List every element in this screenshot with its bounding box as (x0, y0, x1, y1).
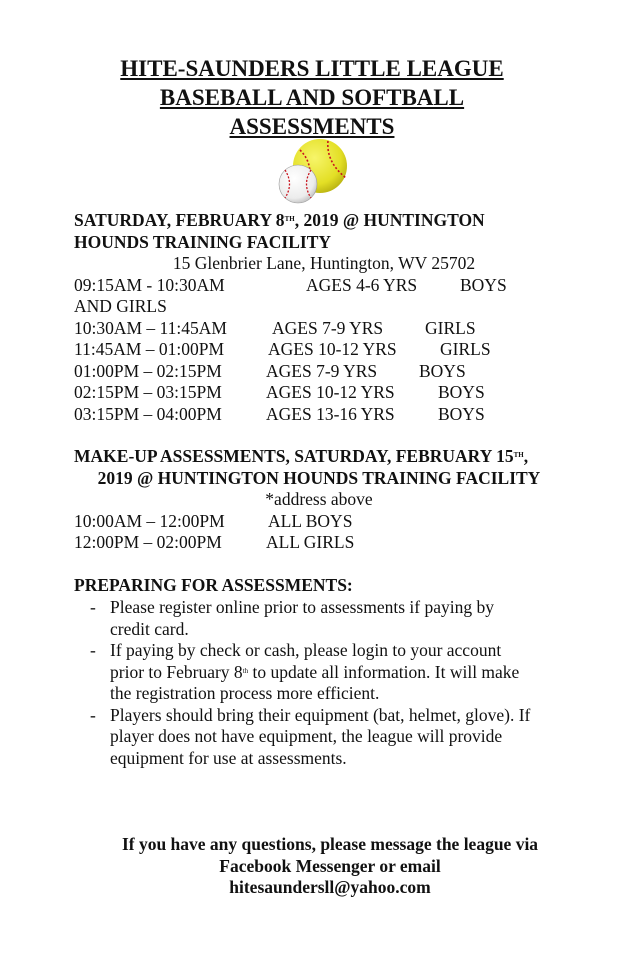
makeup-group: ALL BOYS (268, 510, 353, 531)
schedule-ages: AGES 10-12 YRS (266, 382, 395, 402)
makeup-group: ALL GIRLS (266, 532, 355, 552)
bullet-dash: - (90, 640, 96, 660)
makeup-time: 12:00PM – 02:00PM (74, 532, 222, 552)
schedule-group-wrap: AND GIRLS (74, 296, 167, 316)
schedule-group: BOYS (438, 382, 485, 402)
schedule-group: BOYS (419, 360, 466, 381)
schedule-row (74, 339, 574, 361)
session-heading-line-2: HOUNDS TRAINING FACILITY (74, 231, 332, 252)
list-item (90, 640, 570, 705)
schedule-time: 02:15PM – 03:15PM (74, 382, 222, 402)
bullet-dash: - (90, 704, 96, 725)
title-line-2: BASEBALL AND SOFTBALL (159, 85, 465, 110)
address-note: *address above (265, 489, 373, 509)
list-item-line: player does not have equipment, the league will provide (110, 726, 503, 746)
session-schedule (74, 210, 574, 425)
list-item (90, 597, 570, 640)
list-item (90, 705, 570, 770)
schedule-row (74, 404, 574, 426)
schedule-group: GIRLS (425, 317, 476, 338)
schedule-ages: AGES 10-12 YRS (268, 339, 397, 359)
baseball-icon (279, 165, 317, 203)
makeup-heading: MAKE-UP ASSESSMENTS, SATURDAY, FEBRUARY 15TH, (74, 446, 529, 466)
preparing-list (90, 597, 570, 769)
list-item-line: Players should bring their equipment (bat, helmet, glove). If (110, 704, 531, 725)
schedule-ages: AGES 4-6 YRS (306, 274, 418, 295)
list-item-line: Please register online prior to assessments if paying by (110, 597, 494, 617)
footer-line-1: If you have any questions, please message the league via (121, 834, 539, 854)
title-line-3: ASSESSMENTS (229, 114, 395, 139)
schedule-time: 01:00PM – 02:15PM (74, 360, 222, 381)
session-heading: SATURDAY, FEBRUARY 8TH, 2019 @ HUNTINGTON (74, 210, 485, 230)
balls-illustration (276, 138, 356, 206)
footer-line-2: Facebook Messenger or email (219, 855, 441, 876)
schedule-row (74, 318, 574, 340)
makeup-row (74, 511, 564, 533)
schedule-group: GIRLS (440, 339, 491, 359)
bullet-dash: - (90, 597, 96, 617)
list-item-line: equipment for use at assessments. (110, 747, 347, 768)
contact-email: hitesaundersll@yahoo.com (229, 877, 431, 897)
flyer-title (0, 54, 624, 141)
schedule-ages: AGES 13-16 YRS (266, 403, 395, 424)
schedule-time: 09:15AM - 10:30AM (74, 274, 225, 295)
list-item-line: the registration process more efficient. (110, 683, 380, 703)
list-item-line: credit card. (110, 618, 189, 639)
preparing-heading: PREPARING FOR ASSESSMENTS: (74, 575, 353, 595)
makeup-heading-line-2: 2019 @ HUNTINGTON HOUNDS TRAINING FACILITY (97, 467, 541, 488)
schedule-ages: AGES 7-9 YRS (272, 317, 384, 338)
schedule-row (74, 275, 574, 297)
contact-footer (60, 834, 600, 899)
makeup-time: 10:00AM – 12:00PM (74, 510, 225, 531)
schedule-time: 03:15PM – 04:00PM (74, 403, 222, 424)
list-item-line: If paying by check or cash, please login to your account (110, 640, 502, 660)
schedule-group: BOYS (460, 274, 507, 295)
schedule-time: 10:30AM – 11:45AM (74, 317, 227, 338)
list-item-line: prior to February 8th to update all information. It will make (110, 661, 520, 682)
schedule-row (74, 382, 574, 404)
schedule-ages: AGES 7-9 YRS (266, 360, 378, 381)
schedule-row (74, 361, 574, 383)
facility-address: 15 Glenbrier Lane, Huntington, WV 25702 (172, 253, 476, 273)
schedule-group: BOYS (438, 403, 485, 424)
schedule-time: 11:45AM – 01:00PM (74, 339, 225, 359)
title-line-1: HITE-SAUNDERS LITTLE LEAGUE (120, 56, 504, 81)
makeup-schedule (74, 446, 564, 554)
makeup-row (74, 532, 564, 554)
